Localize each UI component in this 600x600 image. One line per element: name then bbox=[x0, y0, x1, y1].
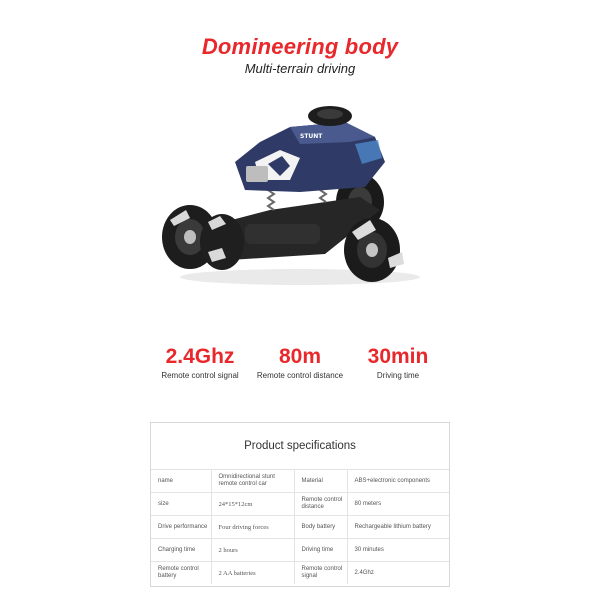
spec-value: ABS+electronic components bbox=[347, 470, 449, 493]
highlight-label: Driving time bbox=[376, 371, 420, 380]
product-image bbox=[150, 92, 450, 292]
highlight-driving-time bbox=[318, 345, 478, 380]
spec-value: 2 hours bbox=[211, 539, 294, 562]
highlight-label: Remote control signal bbox=[161, 371, 239, 380]
spec-key: name bbox=[151, 470, 211, 493]
spec-value: Rechargeable lithium battery bbox=[347, 516, 449, 539]
spec-value: 24*15*12cm bbox=[211, 493, 294, 516]
spec-key: Driving time bbox=[294, 539, 347, 562]
spec-key: Remote control signal bbox=[294, 562, 347, 585]
spec-key: Remote control distance bbox=[294, 493, 347, 516]
page-subtitle: Multi-terrain driving bbox=[244, 61, 356, 76]
spec-value: 2.4Ghz bbox=[354, 569, 374, 576]
highlight-value: 2.4Ghz bbox=[165, 345, 235, 368]
highlight-value: 30min bbox=[367, 345, 429, 368]
highlights bbox=[0, 345, 600, 385]
axle bbox=[245, 224, 320, 244]
spec-value: 30 minutes bbox=[347, 539, 449, 562]
table-row bbox=[151, 516, 449, 539]
spec-key: size bbox=[151, 493, 211, 516]
table-row bbox=[151, 539, 449, 562]
spec-value: 80 meters bbox=[347, 493, 449, 516]
stunt-badge: STUNT bbox=[300, 133, 323, 140]
spec-value: Four driving forces bbox=[211, 516, 294, 539]
table-row bbox=[151, 562, 449, 585]
specifications-title: Product specifications bbox=[151, 423, 449, 470]
table-row bbox=[151, 470, 449, 493]
highlight-value: 80m bbox=[278, 345, 322, 368]
spec-value: 2 AA batteries bbox=[211, 562, 294, 585]
specifications-panel bbox=[150, 422, 450, 587]
highlight-label: Remote control distance bbox=[256, 371, 344, 380]
rc-car-illustration bbox=[150, 92, 450, 292]
spec-key: Remote control battery bbox=[151, 562, 211, 585]
spec-key: Drive performance bbox=[151, 516, 211, 539]
page-title: Domineering body bbox=[201, 34, 399, 59]
spec-key: Body battery bbox=[294, 516, 347, 539]
specifications-table bbox=[151, 470, 449, 584]
spec-key: Charging time bbox=[151, 539, 211, 562]
front-left-wheel bbox=[200, 214, 244, 270]
spec-key: Material bbox=[294, 470, 347, 493]
table-row bbox=[151, 493, 449, 516]
grille bbox=[246, 166, 268, 182]
spec-value: Omnidirectional stunt remote control car bbox=[211, 470, 294, 493]
